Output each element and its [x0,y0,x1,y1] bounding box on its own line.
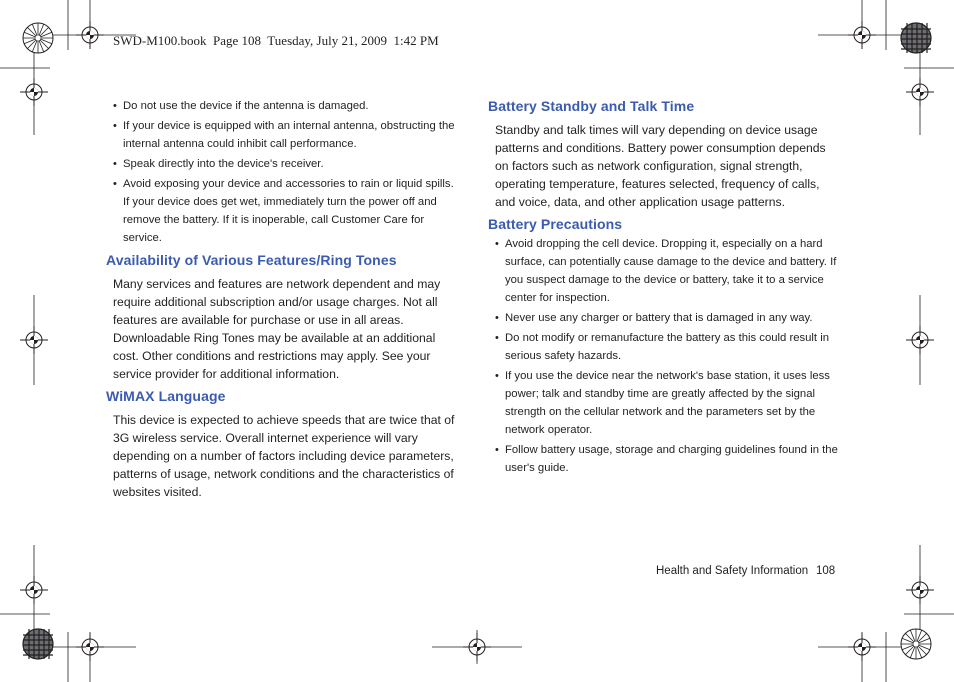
print-slug: SWD-M100.book Page 108 Tuesday, July 21, 2009 1:42 PM [113,33,439,48]
footer-section-title: Health and Safety Information [656,565,809,577]
bullet-text: Avoid dropping the cell device. Dropping it, especially on a hard surface, can potentially cause damage to the device and battery. If you suspect damage to the device or battery, take it to a service center for inspection. [505,238,837,304]
bullet-text: Speak directly into the device's receiver. [123,158,324,170]
section-heading-precautions: Battery Precautions [488,216,623,232]
section-heading-wimax: WiMAX Language [106,388,226,404]
bullet-dot: • [495,238,499,250]
section-body-wimax: This device is expected to achieve speeds that are twice that of 3G wireless service. Overall internet experience will vary depending on a number of factors including device parameters, patterns of usage, network conditions and the characteristics of websites visited. [113,413,455,499]
bullet-text: Do not use the device if the antenna is damaged. [123,100,369,112]
bullet-text: Do not modify or remanufacture the battery as this could result in serious safety hazards. [505,332,830,362]
bullet-text: If your device is equipped with an internal antenna, obstructing the internal antenna could inhibit call performance. [123,120,455,150]
bullet-text: Never use any charger or battery that is damaged in any way. [505,312,813,324]
bullet-dot: • [495,332,499,344]
bullet-dot: • [495,444,499,456]
section-heading-standby: Battery Standby and Talk Time [488,98,695,114]
bullet-dot: • [113,120,117,132]
section-body-standby: Standby and talk times will vary depending on device usage patterns and conditions. Battery power consumption depends on factors such as network configuration, signal strength, operating temperature, features selected, frequency of calls, and voice, data, and other application usage patterns. [495,123,826,209]
bullet-text: If you use the device near the network's base station, it uses less power; talk and standby time are greatly affected by the signal strength on the cellular network and the parameters set by the network operator. [505,370,830,436]
bullet-dot: • [495,370,499,382]
bullet-dot: • [113,178,117,190]
bullet-text: Follow battery usage, storage and charging guidelines found in the user's guide. [505,444,838,474]
bullet-dot: • [113,158,117,170]
bullet-dot: • [495,312,499,324]
footer-page-number: 108 [816,565,836,577]
bullet-text: Avoid exposing your device and accessories to rain or liquid spills. If your device does get wet, immediately turn the power off and remove the battery. If it is inoperable, call Customer Care for service. [123,178,454,244]
section-heading-availability: Availability of Various Features/Ring Tones [106,252,397,268]
bullet-dot: • [113,100,117,112]
section-body-availability: Many services and features are network dependent and may require additional subscription and/or usage charges. Not all features are available for purchase or use in all areas. Downloadable Ring Tones may be available at an additional cost. Other conditions and restrictions may apply. See your service provider for additional information. [113,277,441,381]
